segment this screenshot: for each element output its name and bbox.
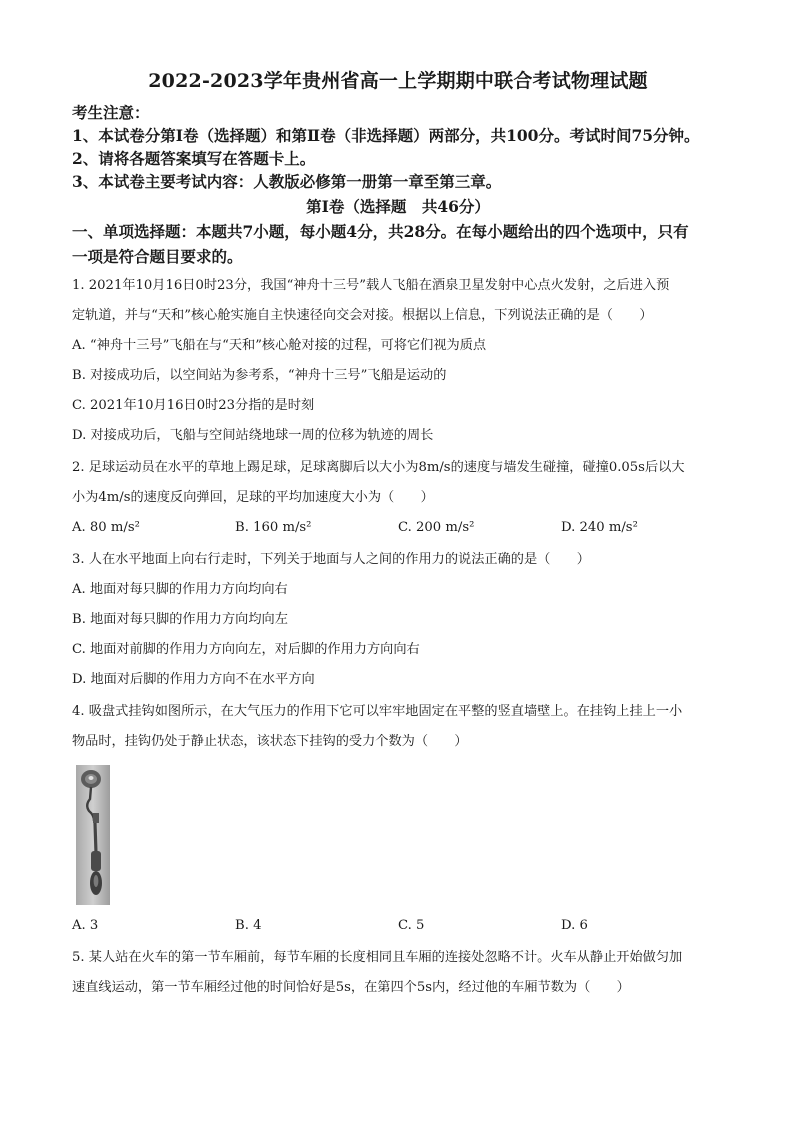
question-4-option-d: D. 6 [561, 918, 588, 933]
question-4 [72, 697, 724, 941]
question-4-option-c: C. 5 [398, 918, 425, 933]
question-4-stem-line-1: 4. 吸盘式挂钩如图所示，在大气压力的作用下它可以牢牢地固定在平整的竖直墙壁上。在挂钩上挂上一小 [72, 704, 683, 719]
question-2-options [72, 513, 724, 543]
question-2-stem-line-2: 小为4m/s的速度反向弹回，足球的平均加速度大小为（ ） [72, 490, 434, 505]
section-title: 第Ⅰ卷（选择题 共46分） [306, 197, 490, 216]
notice-heading: 考生注意： [72, 103, 150, 122]
section-desc-line-2: 一项是符合题目要求的。 [72, 247, 243, 266]
question-5 [72, 943, 724, 1003]
question-1-stem-line-2: 定轨道，并与“天和”核心舱实施自主快速径向交会对接。根据以上信息，下列说法正确的是（ ） [72, 308, 653, 323]
section-desc-line-1: 一、单项选择题：本题共7小题，每小题4分，共28分。在每小题给出的四个选项中，只有 [72, 222, 689, 241]
suction-hook-photo [76, 765, 110, 905]
question-3-option-d: D. 地面对后脚的作用力方向不在水平方向 [72, 672, 315, 687]
question-3 [72, 545, 724, 695]
question-4-option-b: B. 4 [235, 918, 262, 933]
notice-item-1: 1、本试卷分第Ⅰ卷（选择题）和第Ⅱ卷（非选择题）两部分，共100分。考试时间75分钟。 [72, 126, 700, 145]
question-3-option-a: A. 地面对每只脚的作用力方向均向右 [72, 582, 288, 597]
notice-item-3: 3、本试卷主要考试内容：人教版必修第一册第一章至第三章。 [72, 172, 502, 191]
question-1 [72, 271, 724, 451]
question-1-option-a: A. “神舟十三号”飞船在与“天和”核心舱对接的过程，可将它们视为质点 [72, 338, 487, 353]
question-2-stem-line-1: 2. 足球运动员在水平的草地上踢足球，足球离脚后以大小为8m/s的速度与墙发生碰撞，碰撞0.05s后以大 [72, 460, 685, 475]
question-3-option-b: B. 地面对每只脚的作用力方向均向左 [72, 612, 288, 627]
question-1-stem-line-1: 1. 2021年10月16日0时23分，我国“神舟十三号”载人飞船在酒泉卫星发射中心点火发射，之后进入预 [72, 278, 670, 293]
question-2-option-d: D. 240 m/s² [561, 520, 638, 535]
page-title: 2022-2023学年贵州省高一上学期期中联合考试物理试题 [148, 70, 648, 92]
suction-hook-illustration [76, 765, 110, 905]
question-2-option-c: C. 200 m/s² [398, 520, 475, 535]
notice-block [72, 101, 724, 193]
question-4-option-a: A. 3 [72, 918, 99, 933]
question-5-stem-line-2: 速直线运动，第一节车厢经过他的时间恰好是5s，在第四个5s内，经过他的车厢节数为（ ） [72, 980, 630, 995]
question-3-option-c: C. 地面对前脚的作用力方向向左，对后脚的作用力方向向右 [72, 642, 420, 657]
question-5-stem-line-1: 5. 某人站在火车的第一节车厢前，每节车厢的长度相同且车厢的连接处忽略不计。火车从静止开始做匀加 [72, 950, 683, 965]
question-4-stem-line-2: 物品时，挂钩仍处于静止状态，该状态下挂钩的受力个数为（ ） [72, 734, 468, 749]
question-2 [72, 453, 724, 543]
notice-item-2: 2、请将各题答案填写在答题卡上。 [72, 149, 316, 168]
question-1-option-b: B. 对接成功后，以空间站为参考系，“神舟十三号”飞船是运动的 [72, 368, 447, 383]
question-1-option-d: D. 对接成功后，飞船与空间站绕地球一周的位移为轨迹的周长 [72, 428, 434, 443]
question-2-option-b: B. 160 m/s² [235, 520, 312, 535]
question-1-option-c: C. 2021年10月16日0时23分指的是时刻 [72, 398, 315, 413]
question-4-options [72, 911, 724, 941]
question-2-option-a: A. 80 m/s² [72, 520, 140, 535]
question-3-stem-line-1: 3. 人在水平地面上向右行走时，下列关于地面与人之间的作用力的说法正确的是（ ） [72, 552, 590, 567]
